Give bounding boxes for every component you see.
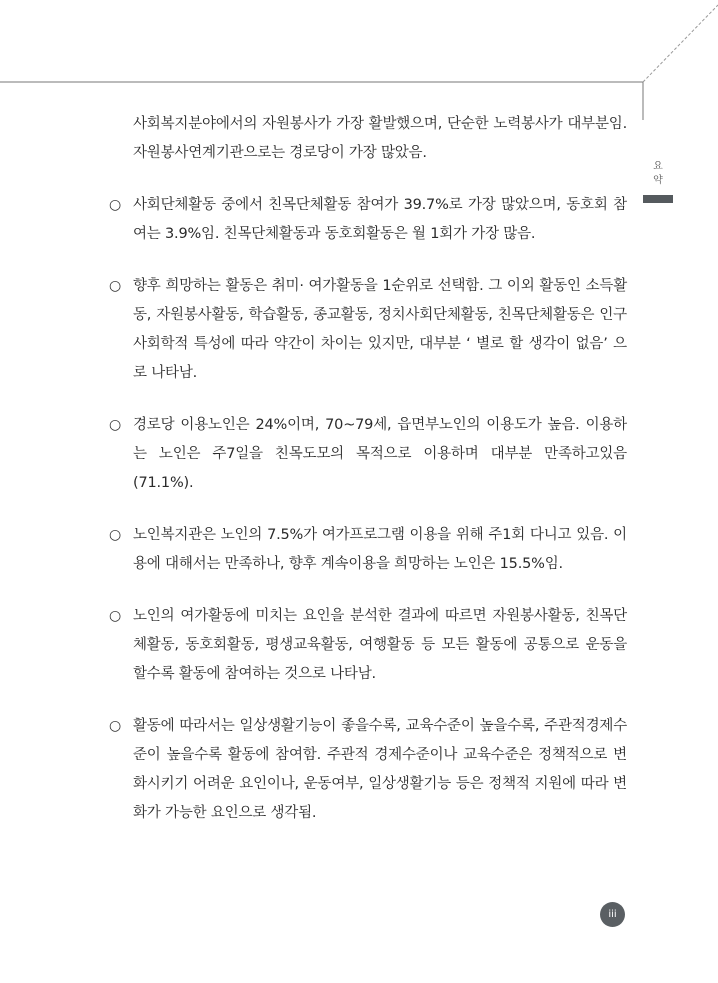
bullet-item [107,272,627,388]
circle-bullet-icon: ○ [109,278,122,294]
bullet-text: 경로당 이용노인은 24%이며, 70~79세, 읍면부노인의 이용도가 높음. 이용하는 노인은 주7일을 친목도모의 목적으로 이용하며 대부분 만족하고있음(71.1%). [133,417,627,491]
bullet-text: 활동에 따라서는 일상생활기능이 좋을수록, 교육수준이 높을수록, 주관적경제수준이 높을수록 활동에 참여함. 주관적 경제수준이나 교육수준은 정책적으로 변화시키기 어려운 요인이나, 운동여부, 일상생활기능 등은 정책적 지원에 따라 변화가 가능한 요인으로 생각됨. [133,718,627,821]
bullet-text: 노인복지관은 노인의 7.5%가 여가프로그램 이용을 위해 주1회 다니고 있음. 이용에 대해서는 만족하나, 향후 계속이용을 희망하는 노인은 15.5%임. [133,527,627,572]
bullet-item [107,712,627,828]
bullet-item [107,191,627,249]
circle-bullet-icon: ○ [109,527,122,543]
header-rule-lines [0,0,718,120]
bullet-item [107,602,627,689]
continued-paragraph [107,110,627,168]
circle-bullet-icon: ○ [109,197,122,213]
section-tab-bar [643,195,673,203]
bullet-item [107,411,627,498]
bullet-text: 노인의 여가활동에 미치는 요인을 분석한 결과에 따르면 자원봉사활동, 친목단체활동, 동호회활동, 평생교육활동, 여행활동 등 모든 활동에 공통으로 운동을 할수록 활동에 참여하는 것으로 나타남. [133,608,627,682]
bullet-text: 사회단체활동 중에서 친목단체활동 참여가 39.7%로 가장 많았으며, 동호회 참여는 3.9%임. 친목단체활동과 동호회활동은 월 1회가 가장 많음. [133,197,627,242]
page-number: iii [600,902,625,927]
section-tab-char: 약 [653,175,663,186]
bullet-text: 향후 희망하는 활동은 취미· 여가활동을 1순위로 선택함. 그 이외 활동인 소득활동, 자원봉사활동, 학습활동, 종교활동, 정치사회단체활동, 친목단체활동은 인구사회학적 특성에 따라 약간이 차이는 있지만, 대부분 ‘ 별로 할 생각이 없음’ 으로 나타남. [133,278,627,381]
paragraph-text: 사회복지분야에서의 자원봉사가 가장 활발했으며, 단순한 노력봉사가 대부분임. 자원봉사연계기관으로는 경로당이 가장 많았음. [133,116,627,161]
circle-bullet-icon: ○ [109,417,122,433]
section-tab-summary [648,160,668,188]
summary-body [107,110,627,851]
circle-bullet-icon: ○ [109,718,122,734]
bullet-item [107,521,627,579]
circle-bullet-icon: ○ [109,608,122,624]
section-tab-char: 요 [653,161,663,172]
